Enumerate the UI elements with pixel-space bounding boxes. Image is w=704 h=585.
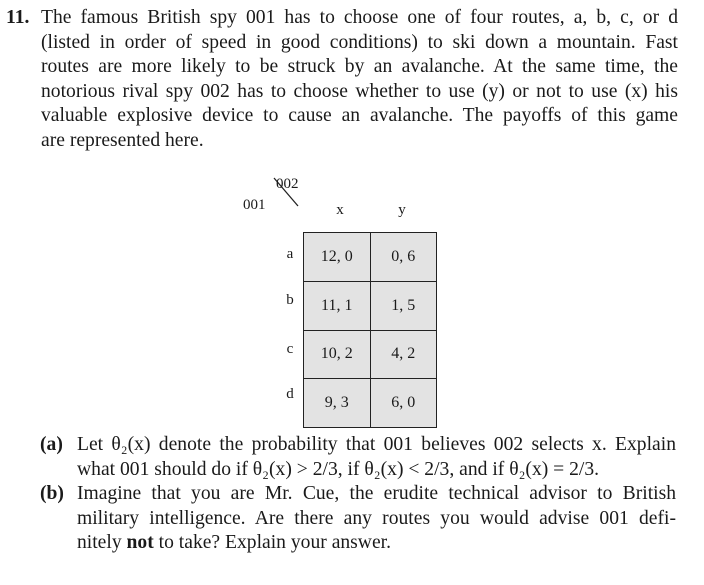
part-label: (b) [40,483,64,505]
problem-line: are represented here. [41,129,204,151]
table-row [304,233,437,282]
problem-line: (listed in order of speed in good conditions) to ski down a mountain. Fast [41,31,678,53]
part-label: (a) [40,434,63,455]
column-player-label: 002 [276,176,299,192]
part-line: Let θ₂(x) denote the probability that 001 believes 002 selects x. Explain [77,434,676,455]
column-label-y: y [398,202,406,218]
row-label-a: a [286,246,294,262]
problem-line: valuable explosive device to cause an avalanche. The payoffs of this game [41,105,678,127]
payoff-cell: 0, 6 [370,233,437,282]
problem-line: The famous British spy 001 has to choose one of four routes, a, b, c, or d [41,7,678,28]
problem-statement [6,6,678,154]
payoff-matrix [242,174,442,414]
part-text [77,482,676,556]
part-line: Imagine that you are Mr. Cue, the erudite technical advisor to British [77,483,676,505]
payoff-cell: 6, 0 [370,379,437,428]
part-a [40,433,676,482]
part-line-with-emphasis: nitely not to take? Explain your answer. [77,532,391,554]
part-text [77,433,676,482]
table-row [304,281,437,330]
payoff-table [303,232,437,428]
row-label-b: b [286,292,294,308]
table-row [304,330,437,379]
payoff-cell: 1, 5 [370,281,437,330]
problem-text [41,6,678,154]
part-line: what 001 should do if θ₂(x) > 2/3, if θ₂(x) < 2/3, and if θ₂(x) = 2/3. [77,458,600,480]
row-player-label: 001 [243,197,266,213]
payoff-cell: 10, 2 [304,330,371,379]
table-row [304,379,437,428]
column-label-x: x [336,202,344,218]
part-b [40,482,676,556]
part-line: military intelligence. Are there any routes you would advise 001 defi- [77,507,676,529]
sub-questions [40,433,676,556]
payoff-cell: 12, 0 [304,233,371,282]
row-label-d: d [286,386,294,402]
problem-line: notorious rival spy 002 has to choose whether to use (y) or not to use (x) his [41,80,678,102]
problem-number: 11. [6,7,30,28]
payoff-cell: 11, 1 [304,281,371,330]
emphasized-word: not [126,532,154,554]
problem-line: routes are more likely to be struck by an avalanche. At the same time, the [41,56,678,78]
row-label-c: c [286,341,294,357]
payoff-cell: 4, 2 [370,330,437,379]
payoff-cell: 9, 3 [304,379,371,428]
